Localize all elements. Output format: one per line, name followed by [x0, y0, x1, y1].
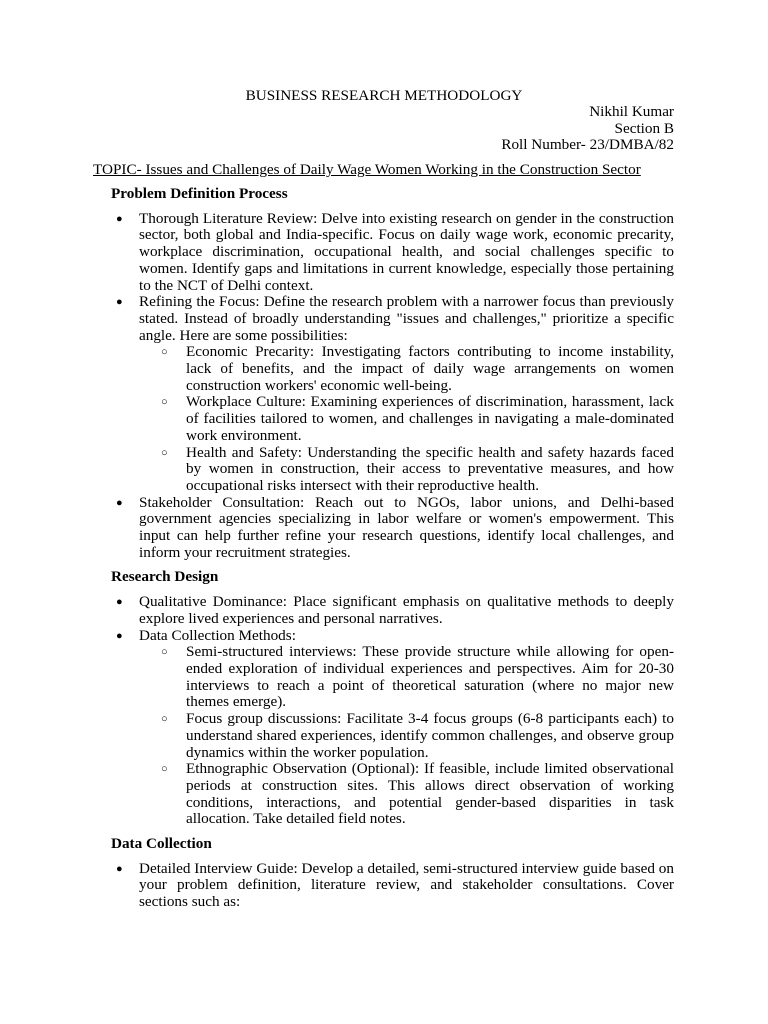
list-item	[111, 861, 674, 911]
sub-list-item	[139, 394, 674, 444]
bullet-circle-icon: ○	[161, 763, 168, 776]
topic-line: TOPIC- Issues and Challenges of Daily Wage Women Working in the Construction Sector	[93, 161, 641, 178]
bullet-circle-icon: ○	[161, 646, 168, 659]
sub-bullet-list	[139, 644, 674, 828]
section-heading: Research Design	[111, 568, 219, 586]
bullet-circle-icon: ○	[161, 346, 168, 359]
list-item-text: Data Collection Methods:	[139, 626, 296, 644]
section-heading: Data Collection	[111, 835, 212, 853]
sub-list-item	[139, 711, 674, 761]
list-item-text: Thorough Literature Review: Delve into existing research on gender in the construction sector, both global and India-specific. Focus on daily wage work, economic precarity, workplace discrimination, occupational health, and social challenges specific to women. Identify gaps and limitations in current knowledge, especially those pertaining to the NCT of Delhi context.	[139, 209, 674, 294]
sub-list-item-text: Ethnographic Observation (Optional): If feasible, include limited observational periods at construction sites. This allows direct observation of working conditions, interactions, and potential gender-based disparities in task allocation. Take detailed field notes.	[186, 760, 674, 828]
sub-bullet-list	[139, 344, 674, 494]
list-item	[111, 211, 674, 295]
author-block	[501, 104, 674, 154]
list-item	[111, 495, 674, 562]
course-title: BUSINESS RESEARCH METHODOLOGY	[245, 87, 523, 104]
bullet-list	[111, 861, 674, 911]
bullet-circle-icon: ○	[161, 446, 168, 459]
list-item-text: Refining the Focus: Define the research problem with a narrower focus than previously stated. Instead of broadly understanding "issues and challenges," prioritize a specific angle. Here are some possibilities:	[139, 293, 674, 344]
bullet-dot-icon: ●	[116, 496, 123, 509]
author-section: Section B	[614, 119, 674, 137]
bullet-list	[111, 594, 674, 828]
bullet-dot-icon: ●	[116, 629, 123, 642]
list-item	[111, 628, 674, 828]
sub-list-item	[139, 344, 674, 394]
section-heading: Problem Definition Process	[111, 185, 288, 202]
bullet-dot-icon: ●	[116, 596, 123, 609]
bullet-circle-icon: ○	[161, 396, 168, 409]
section-data-collection	[111, 836, 674, 911]
bullet-dot-icon: ●	[116, 862, 123, 875]
bullet-circle-icon: ○	[161, 713, 168, 726]
sub-list-item	[139, 761, 674, 828]
section-research-design	[111, 569, 674, 828]
sub-list-item-text: Semi-structured interviews: These provide structure while allowing for open-ended exploration of individual experiences and perspectives. Aim for 20-30 interviews to reach a point of theoretical saturation (where no major new themes emerge).	[186, 643, 674, 711]
sub-list-item-text: Economic Precarity: Investigating factors contributing to income instability, lack of benefits, and the impact of daily wage arrangements on women construction workers' economic well-being.	[186, 343, 674, 394]
bullet-dot-icon: ●	[116, 212, 123, 225]
sub-list-item	[139, 644, 674, 711]
list-item	[111, 294, 674, 494]
sub-list-item-text: Health and Safety: Understanding the specific health and safety hazards faced by women in construction, their access to preventative measures, and how occupational risks intersect with their reproductive health.	[186, 443, 674, 494]
bullet-dot-icon: ●	[116, 296, 123, 309]
author-name: Nikhil Kumar	[589, 103, 674, 120]
list-item-text: Stakeholder Consultation: Reach out to NGOs, labor unions, and Delhi-based government agencies specializing in labor welfare or women's empowerment. This input can help further refine your research questions, identify local challenges, and inform your recruitment strategies.	[139, 493, 674, 561]
list-item	[111, 594, 674, 627]
section-problem-definition	[111, 186, 674, 561]
bullet-list	[111, 211, 674, 562]
list-item-text: Detailed Interview Guide: Develop a detailed, semi-structured interview guide based on your problem definition, literature review, and stakeholder consultations. Cover sections such as:	[139, 859, 674, 911]
document-body	[111, 186, 674, 919]
list-item-text: Qualitative Dominance: Place significant emphasis on qualitative methods to deeply explore lived experiences and personal narratives.	[139, 593, 674, 627]
sub-list-item-text: Workplace Culture: Examining experiences of discrimination, harassment, lack of facilities tailored to women, and challenges in navigating a male-dominated work environment.	[186, 393, 674, 444]
sub-list-item-text: Focus group discussions: Facilitate 3-4 focus groups (6-8 participants each) to understand shared experiences, identify common challenges, and observe group dynamics within the worker population.	[186, 710, 674, 761]
roll-number: Roll Number- 23/DMBA/82	[501, 136, 674, 154]
sub-list-item	[139, 445, 674, 495]
